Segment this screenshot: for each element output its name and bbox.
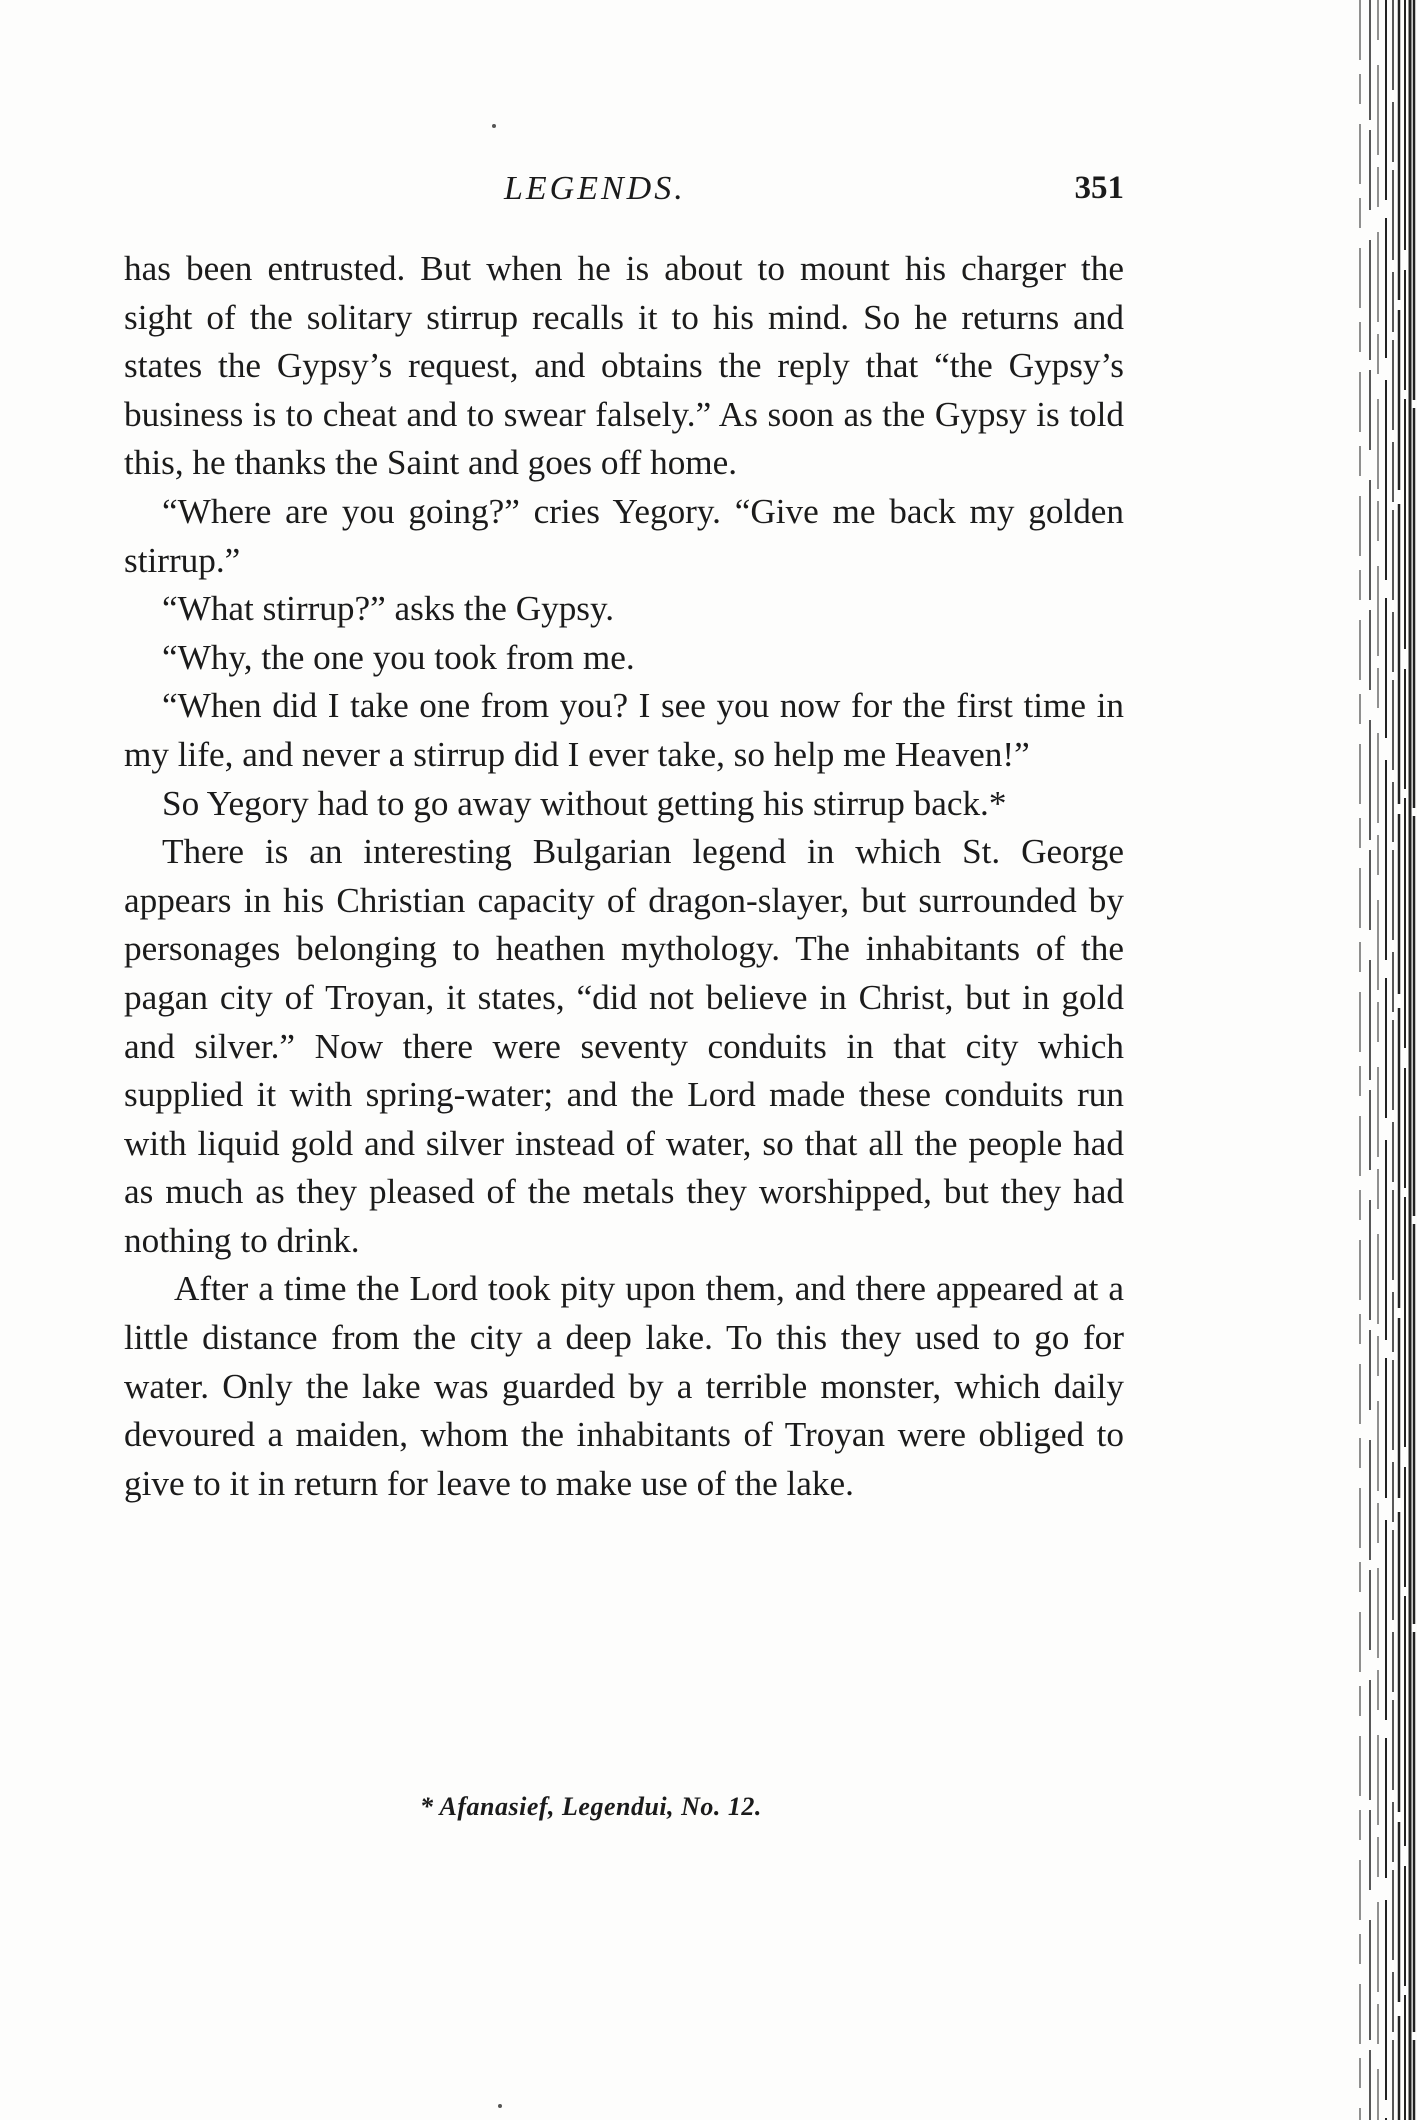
binding-edge bbox=[1320, 0, 1417, 2120]
running-title: LEGENDS. bbox=[504, 170, 686, 207]
printer-mark-top bbox=[492, 124, 496, 128]
footnote: * Afanasief, Legendui, No. 12. bbox=[420, 1792, 762, 1821]
paragraph-7: There is an interesting Bulgarian legend in which St. George appears in his Christian capacity of dragon-slayer, but surrounded by personages belonging to heathen mythology. The inhabitants of the pagan city of Troyan, it states, “did not believe in Christ, but in gold and silver.” Now there were seventy conduits in that city which supplied it with spring-water; and the Lord made these conduits run with liquid gold and silver instead of water, so that all the people had as much as they pleased of the metals they worshipped, but they had nothing to drink. bbox=[124, 832, 1124, 1260]
paragraph-1: has been entrusted. But when he is about to mount his charger the sight of the solitary stirrup recalls it to his mind. So he returns and states the Gypsy’s request, and obtains the reply that “the Gypsy’s business is to cheat and to swear falsely.” As soon as the Gypsy is told this, he thanks the Saint and goes off home. bbox=[124, 249, 1124, 483]
paragraph-3: “What stirrup?” asks the Gypsy. bbox=[162, 589, 615, 629]
body-text bbox=[124, 245, 1124, 1508]
page-number: 351 bbox=[1074, 170, 1124, 206]
paragraph-8: After a time the Lord took pity upon them, and there appeared at a little distance from the city a deep lake. To this they used to go for water. Only the lake was guarded by a terrible monster, which daily devoured a maiden, whom the inhabitants of Troyan were obliged to give to it in return for leave to make use of the lake. bbox=[124, 1269, 1124, 1503]
paragraph-4: “Why, the one you took from me. bbox=[162, 637, 635, 677]
paragraph-2: “Where are you going?” cries Yegory. “Give me back my golden stirrup.” bbox=[124, 491, 1124, 580]
page-header bbox=[124, 170, 1124, 220]
paragraph-6: So Yegory had to go away without getting his stirrup back.* bbox=[162, 783, 1007, 823]
printer-mark-bottom bbox=[498, 2104, 502, 2108]
paragraph-5: “When did I take one from you? I see you now for the first time in my life, and never a stirrup did I ever take, so help me Heaven!” bbox=[124, 686, 1124, 774]
